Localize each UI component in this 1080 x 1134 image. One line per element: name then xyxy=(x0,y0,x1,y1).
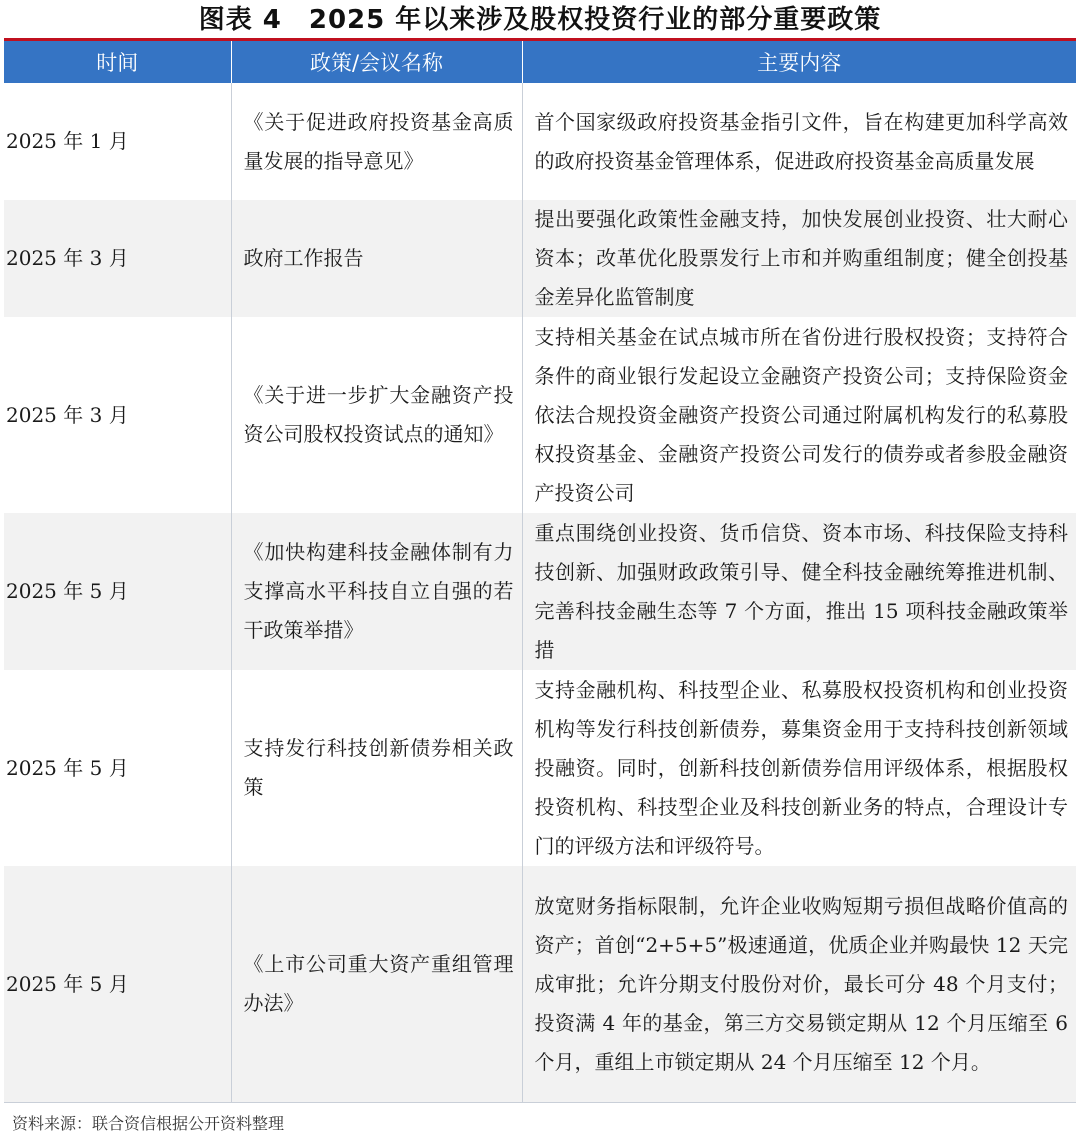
row-time: 2025 年 3 月 xyxy=(4,200,231,317)
table-row xyxy=(4,866,1076,1102)
row-content: 重点围绕创业投资、货币信贷、资本市场、科技保险支持科技创新、加强财政政策引导、健全科技金融统筹推进机制、完善科技金融生态等 7 个方面，推出 15 项科技金融政策举措 xyxy=(522,513,1076,670)
row-policy-name: 政府工作报告 xyxy=(231,200,522,317)
column-header-time: 时间 xyxy=(4,41,231,83)
table-row xyxy=(4,317,1076,513)
row-content: 支持金融机构、科技型企业、私募股权投资机构和创业投资机构等发行科技创新债券，募集资金用于支持科技创新领域投融资。同时，创新科技创新债券信用评级体系，根据股权投资机构、科技型企业及科技创新业务的特点，合理设计专门的评级方法和评级符号。 xyxy=(522,670,1076,866)
row-time: 2025 年 5 月 xyxy=(4,513,231,670)
row-content: 首个国家级政府投资基金指引文件，旨在构建更加科学高效的政府投资基金管理体系，促进政府投资基金高质量发展 xyxy=(522,83,1076,200)
source-note: 资料来源：联合资信根据公开资料整理 xyxy=(12,1114,285,1133)
table-row xyxy=(4,83,1076,200)
row-time: 2025 年 1 月 xyxy=(6,129,129,153)
column-header-content: 主要内容 xyxy=(522,41,1076,83)
table-header-row xyxy=(4,41,1076,83)
row-time: 2025 年 5 月 xyxy=(4,866,231,1102)
row-policy-name: 支持发行科技创新债券相关政策 xyxy=(231,670,522,866)
policy-table xyxy=(4,41,1076,1102)
row-policy-name: 《关于进一步扩大金融资产投资公司股权投资试点的通知》 xyxy=(231,317,522,513)
table-row xyxy=(4,670,1076,866)
table-row xyxy=(4,513,1076,670)
row-content: 放宽财务指标限制，允许企业收购短期亏损但战略价值高的资产；首创“2+5+5”极速通道，优质企业并购最快 12 天完成审批；允许分期支付股份对价，最长可分 48 个月支付；投资满 4 年的基金，第三方交易锁定期从 12 个月压缩至 6 个月，重组上市锁定期从 24 个月压缩至 12 个月。 xyxy=(522,866,1076,1102)
row-time: 2025 年 3 月 xyxy=(6,402,129,427)
row-content: 支持相关基金在试点城市所在省份进行股权投资；支持符合条件的商业银行发起设立金融资产投资公司；支持保险资金依法合规投资金融资产投资公司通过附属机构发行的私募股权投资基金、金融资产投资公司发行的债券或者参股金融资产投资公司 xyxy=(522,317,1076,513)
page-title: 图表 4 2025 年以来涉及股权投资行业的部分重要政策 xyxy=(198,5,882,35)
column-header-name: 政策/会议名称 xyxy=(231,41,522,83)
row-policy-name: 《上市公司重大资产重组管理办法》 xyxy=(231,866,522,1102)
row-content: 提出要强化政策性金融支持，加快发展创业投资、壮大耐心资本；改革优化股票发行上市和并购重组制度；健全创投基金差异化监管制度 xyxy=(522,200,1076,317)
row-policy-name: 《关于促进政府投资基金高质量发展的指导意见》 xyxy=(231,83,522,200)
row-time: 2025 年 5 月 xyxy=(6,755,129,780)
table-row xyxy=(4,200,1076,317)
row-policy-name: 《加快构建科技金融体制有力支撑高水平科技自立自强的若干政策举措》 xyxy=(231,513,522,670)
